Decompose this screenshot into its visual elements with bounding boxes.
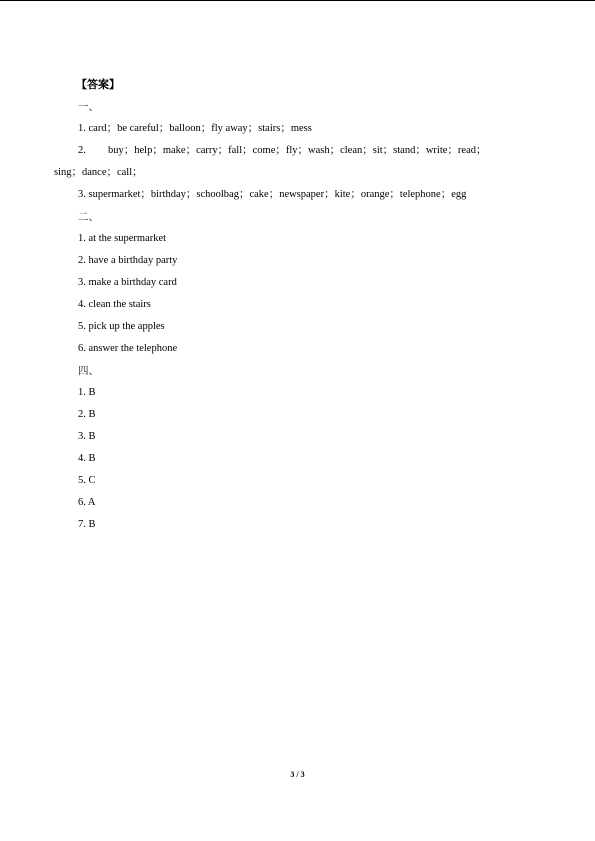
section-2-item-2: 2. have a birthday party (78, 255, 178, 266)
section-1-item-2-text: buy；help；make；carry；fall；come；fly；wash；clean；sit；stand；write；read； (108, 145, 487, 156)
section-4-label: 四、 (78, 365, 99, 377)
section-4-item-1: 1. B (78, 387, 96, 398)
section-4-item-2: 2. B (78, 409, 96, 420)
section-4-item-3: 3. B (78, 431, 96, 442)
section-2-item-4: 4. clean the stairs (78, 299, 151, 310)
section-2-item-3: 3. make a birthday card (78, 277, 177, 288)
section-1-label: 一、 (78, 101, 99, 113)
section-1-item-1: 1. card；be careful；balloon；fly away；stairs；mess (78, 123, 312, 134)
section-4-item-7: 7. B (78, 519, 96, 530)
answers-heading: 【答案】 (76, 78, 120, 91)
section-4-item-6: 6. A (78, 497, 96, 508)
section-2-item-1: 1. at the supermarket (78, 233, 167, 244)
section-1-item-2 (0, 140, 595, 162)
section-4-item-4: 4. B (78, 453, 96, 464)
section-2-item-6: 6. answer the telephone (78, 343, 178, 354)
section-1-item-3: 3. supermarket；birthday；schoolbag；cake；newspaper；kite；orange；telephone；egg (78, 189, 467, 200)
section-1-item-2-continued: sing；dance；call； (54, 167, 143, 178)
section-1-item-2-number: 2. (78, 145, 86, 156)
section-2-item-5: 5. pick up the apples (78, 321, 165, 332)
page-number: 3 / 3 (290, 770, 305, 779)
top-border-line (0, 0, 595, 1)
section-4-item-5: 5. C (78, 475, 96, 486)
section-2-label: 二、 (78, 211, 99, 223)
answer-content (0, 74, 595, 536)
